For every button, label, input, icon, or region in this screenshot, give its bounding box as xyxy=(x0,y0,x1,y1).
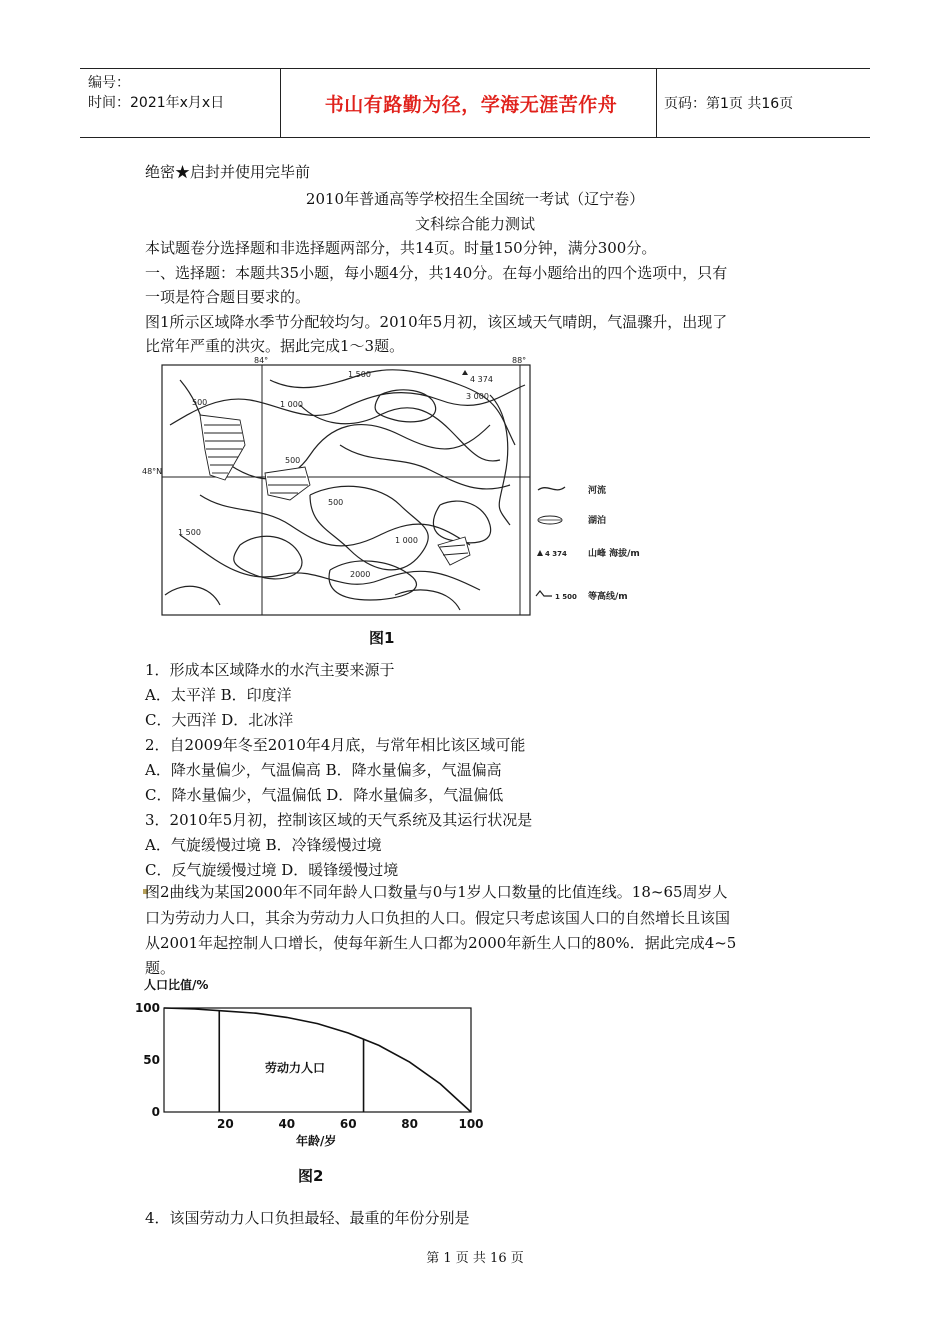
fig2-description: 图2曲线为某国2000年不同年龄人口数量与0与1岁人口数量的比值连线。18~65周岁人 xyxy=(145,883,728,901)
header-divider xyxy=(280,69,281,137)
contour-line xyxy=(165,586,220,605)
question-4: 4．该国劳动力人口负担最轻、最重的年份分别是 xyxy=(145,1209,470,1227)
contour-label: 1 500 xyxy=(178,528,201,537)
population-ratio-curve xyxy=(164,1008,471,1112)
legend-contour-sample: 1 500 xyxy=(555,593,577,601)
contour-label: 2000 xyxy=(350,570,371,579)
lon-label: 84° xyxy=(254,356,269,365)
legend-contour: 等高线/m xyxy=(588,592,628,602)
fig2-caption: 图2 xyxy=(298,1167,324,1185)
header-meta xyxy=(88,73,224,113)
contour-line xyxy=(433,501,490,543)
fig1-description: 比常年严重的洪灾。据此完成1～3题。 xyxy=(145,337,405,355)
question-1-options: A．太平洋 B．印度洋 xyxy=(145,686,292,704)
fig2-description: 口为劳动力人口，其余为劳动力人口负担的人口。假定只考虑该国人口的自然增长且该国 xyxy=(145,909,731,927)
fig2-description: 题。 xyxy=(145,959,176,977)
y-tick-label: 0 xyxy=(151,1105,160,1119)
legend-river: 河流 xyxy=(588,486,607,496)
question-2-options: C．降水量偏少，气温偏低 D．降水量偏多，气温偏低 xyxy=(145,786,504,804)
peak-label: 4 374 xyxy=(470,375,493,384)
chart-xlabel: 年龄/岁 xyxy=(296,1134,337,1148)
section-1-text: 一项是符合题目要求的。 xyxy=(145,288,311,306)
lon-label: 88° xyxy=(512,356,527,365)
serial-label: 编号： xyxy=(88,75,130,91)
fig1-description: 图1所示区域降水季节分配较均匀。2010年5月初，该区域天气晴朗，气温骤升，出现了 xyxy=(145,313,728,331)
legend-peak: 山峰 海拔/m xyxy=(588,549,640,559)
legend-peak-sample: 4 374 xyxy=(545,550,567,558)
chart-ylabel: 人口比值/% xyxy=(144,978,209,992)
population-chart xyxy=(130,975,510,1160)
section-1-text: 一、选择题：本题共35小题，每小题4分，共140分。在每小题给出的四个选项中，只有 xyxy=(145,264,728,282)
question-3-options: A．气旋缓慢过境 B．冷锋缓慢过境 xyxy=(145,836,382,854)
lat-label: 48°N xyxy=(142,467,163,476)
lake xyxy=(438,537,470,565)
question-2-options: A．降水量偏少，气温偏高 B．降水量偏多，气温偏高 xyxy=(145,761,502,779)
contour-legend-icon xyxy=(536,591,552,596)
exam-subtitle: 文科综合能力测试 xyxy=(414,215,535,233)
legend-lake: 湖泊 xyxy=(588,516,607,526)
x-tick-label: 20 xyxy=(217,1117,234,1131)
peak-legend-icon xyxy=(537,550,543,556)
contour-label: 500 xyxy=(328,498,344,507)
page-footer: 第 1 页 共 16 页 xyxy=(426,1251,524,1266)
lake xyxy=(265,467,310,500)
contour-label: 1 000 xyxy=(280,400,303,409)
header-page-info: 页码：第1页 共16页 xyxy=(664,96,794,112)
contour-label: 500 xyxy=(192,398,208,407)
question-2: 2．自2009年冬至2010年4月底，与常年相比该区域可能 xyxy=(145,736,526,754)
fig2-description: 从2001年起控制人口增长，使每年新生人口都为2000年新生人口的80%．据此完成4~5 xyxy=(145,934,737,952)
contour-label: 500 xyxy=(285,456,301,465)
question-3-options: C．反气旋缓慢过境 D．暖锋缓慢过境 xyxy=(145,861,399,879)
exam-title: 2010年普通高等学校招生全国统一考试（辽宁卷） xyxy=(305,190,645,208)
question-3: 3．2010年5月初，控制该区域的天气系统及其运行状况是 xyxy=(145,811,533,829)
y-tick-label: 100 xyxy=(134,1001,160,1015)
peak-icon xyxy=(462,370,468,375)
question-1-options: C．大西洋 D．北冰洋 xyxy=(145,711,294,729)
x-tick-label: 100 xyxy=(458,1117,484,1131)
contour-line xyxy=(340,445,510,489)
contour-label: 1 000 xyxy=(395,536,418,545)
header-motto: 书山有路勤为径，学海无涯苦作舟 xyxy=(324,93,618,116)
river-legend-icon xyxy=(538,487,565,490)
secret-label: 绝密★启封并使用完毕前 xyxy=(145,163,311,181)
chart-region-label: 劳动力人口 xyxy=(265,1061,326,1075)
contour-label: 3 000 xyxy=(466,392,489,401)
page-header xyxy=(80,68,870,138)
exam-intro: 本试题卷分选择题和非选择题两部分，共14页。时量150分钟，满分300分。 xyxy=(145,239,657,257)
contour-line xyxy=(329,561,416,600)
topographic-map xyxy=(140,355,660,655)
x-tick-label: 60 xyxy=(339,1117,357,1131)
x-tick-label: 80 xyxy=(401,1117,418,1131)
fig1-caption: 图1 xyxy=(369,629,395,647)
question-1: 1．形成本区域降水的水汽主要来源于 xyxy=(145,661,395,679)
x-tick-label: 40 xyxy=(278,1117,296,1131)
contour-label: 1 500 xyxy=(348,370,371,379)
contour-line xyxy=(395,590,460,610)
map-legend xyxy=(536,484,640,602)
y-tick-label: 50 xyxy=(143,1053,160,1067)
time-label: 时间：2021年x月x日 xyxy=(88,95,225,111)
